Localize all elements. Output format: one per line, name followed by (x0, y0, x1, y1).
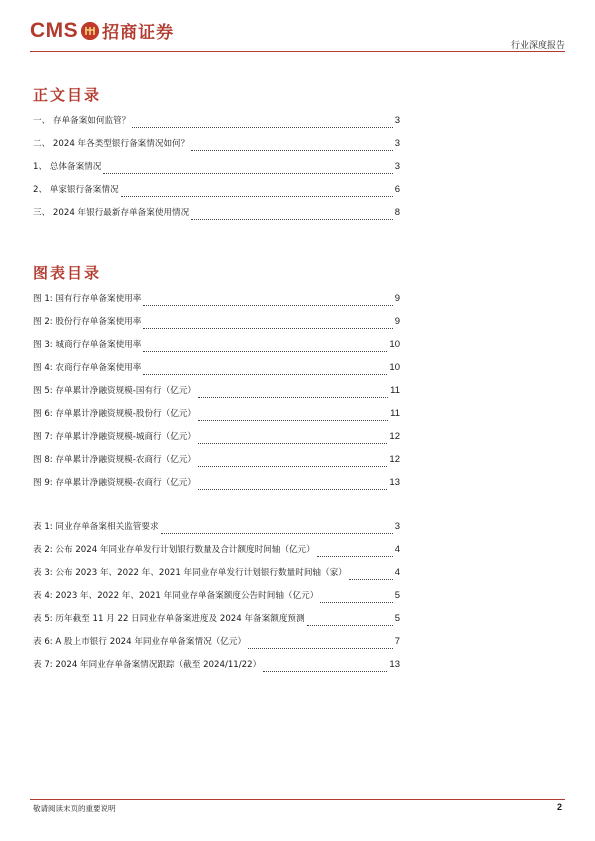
page-number: 2 (556, 802, 562, 812)
logo-chinese-text: 招商证券 (102, 23, 175, 43)
dot-leader (143, 374, 387, 375)
dot-leader (143, 305, 392, 306)
toc-entry[interactable] (33, 476, 400, 499)
toc-entry[interactable] (33, 338, 400, 361)
logo-emblem-icon (81, 22, 99, 40)
dot-leader (198, 489, 387, 490)
toc-entry-page: 3 (394, 161, 400, 172)
toc-entry-label: 图 3: 城商行存单备案使用率 (33, 340, 142, 350)
toc-entry[interactable] (33, 612, 400, 635)
toc-entry[interactable] (33, 361, 400, 384)
toc-entry[interactable] (33, 315, 400, 338)
dot-leader (143, 328, 392, 329)
toc-entry-label: 图 1: 国有行存单备案使用率 (33, 294, 142, 304)
toc-entry-page: 4 (394, 567, 400, 578)
toc-entry-label: 2、 单家银行备案情况 (33, 185, 119, 195)
figures-list (33, 292, 400, 499)
toc-entry-label: 三、 2024 年银行最新存单备案使用情况 (33, 208, 190, 218)
toc-entry-page: 9 (394, 293, 400, 304)
toc-entry-label: 表 5: 历年截至 11 月 22 日同业存单备案进度及 2024 年备案额度预测 (33, 614, 305, 624)
toc-entry[interactable] (33, 407, 400, 430)
toc-entry-page: 13 (389, 477, 400, 488)
toc-entry-page: 9 (394, 316, 400, 327)
toc-entry-page: 11 (390, 408, 400, 419)
dot-leader (103, 173, 392, 174)
dot-leader (198, 420, 388, 421)
toc-entry-page: 3 (394, 115, 400, 126)
company-logo (30, 18, 174, 43)
toc-entry-label: 图 8: 存单累计净融资规模-农商行（亿元） (33, 455, 197, 465)
toc-entry-page: 5 (394, 590, 400, 601)
footer-divider (30, 799, 565, 800)
dot-leader (191, 150, 392, 151)
toc-entry[interactable] (33, 160, 400, 183)
figures-title: 图表目录 (33, 264, 102, 282)
dot-leader (320, 602, 392, 603)
toc-entry[interactable] (33, 114, 400, 137)
toc-entry[interactable] (33, 453, 400, 476)
toc-entry-label: 图 6: 存单累计净融资规模-股份行（亿元） (33, 409, 197, 419)
dot-leader (143, 351, 387, 352)
toc-entry-label: 表 6: A 股上市银行 2024 年同业存单备案情况（亿元） (33, 637, 247, 647)
dot-leader (317, 556, 393, 557)
toc-entry-page: 10 (389, 339, 400, 350)
dot-leader (132, 127, 392, 128)
toc-entry-label: 表 1: 同业存单备案相关监管要求 (33, 522, 159, 532)
toc-entry-label: 图 7: 存单累计净融资规模-城商行（亿元） (33, 432, 197, 442)
toc-entry-label: 1、 总体备案情况 (33, 162, 102, 172)
toc-entry-page: 3 (394, 521, 400, 532)
dot-leader (121, 196, 393, 197)
contents-title: 正文目录 (33, 86, 102, 104)
toc-entry[interactable] (33, 635, 400, 658)
toc-entry-label: 图 4: 农商行存单备案使用率 (33, 363, 142, 373)
dot-leader (349, 579, 393, 580)
toc-entry-label: 表 4: 2023 年、2022 年、2021 年同业存单备案额度公告时间轴（亿元） (33, 591, 319, 601)
toc-entry-page: 8 (394, 207, 400, 218)
toc-entry-page: 12 (389, 454, 400, 465)
toc-entry-page: 7 (394, 636, 400, 647)
dot-leader (191, 219, 392, 220)
dot-leader (198, 443, 387, 444)
toc-entry[interactable] (33, 183, 400, 206)
page-header (30, 16, 565, 52)
toc-entry-page: 3 (394, 138, 400, 149)
toc-entry-label: 表 7: 2024 年同业存单备案情况跟踪（截至 2024/11/22） (33, 660, 262, 670)
toc-entry-page: 12 (389, 431, 400, 442)
toc-entry-page: 4 (394, 544, 400, 555)
toc-entry-label: 图 2: 股份行存单备案使用率 (33, 317, 142, 327)
toc-entry-page: 5 (394, 613, 400, 624)
toc-entry-label: 图 5: 存单累计净融资规模-国有行（亿元） (33, 386, 197, 396)
toc-entry[interactable] (33, 384, 400, 407)
dot-leader (198, 397, 388, 398)
toc-entry[interactable] (33, 292, 400, 315)
dot-leader (263, 671, 387, 672)
toc-entry[interactable] (33, 589, 400, 612)
toc-entry-page: 10 (389, 362, 400, 373)
contents-list (33, 114, 400, 229)
toc-entry[interactable] (33, 206, 400, 229)
disclaimer-note: 敬请阅读末页的重要说明 (33, 804, 116, 813)
toc-entry-label: 一、 存单备案如何监管？ (33, 116, 131, 126)
toc-entry-label: 表 2: 公布 2024 年同业存单发行计划银行数量及合计额度时间轴（亿元） (33, 545, 315, 555)
toc-entry[interactable] (33, 430, 400, 453)
toc-entry[interactable] (33, 543, 400, 566)
toc-entry[interactable] (33, 137, 400, 160)
dot-leader (307, 625, 393, 626)
toc-entry-label: 二、 2024 年各类型银行备案情况如何？ (33, 139, 190, 149)
dot-leader (161, 533, 393, 534)
toc-entry-label: 表 3: 公布 2023 年、2022 年、2021 年同业存单发行计划银行数量时间轴（家） (33, 568, 347, 578)
tables-list (33, 520, 400, 681)
toc-entry[interactable] (33, 566, 400, 589)
toc-entry-page: 11 (390, 385, 400, 396)
logo-cms-text: CMS (30, 18, 79, 42)
header-divider (30, 51, 565, 52)
dot-leader (248, 648, 393, 649)
toc-entry-page: 6 (394, 184, 400, 195)
report-type-label: 行业深度报告 (510, 41, 565, 51)
dot-leader (198, 466, 387, 467)
toc-entry-page: 13 (389, 659, 400, 670)
toc-entry-label: 图 9: 存单累计净融资规模-农商行（亿元） (33, 478, 197, 488)
toc-entry[interactable] (33, 520, 400, 543)
toc-entry[interactable] (33, 658, 400, 681)
